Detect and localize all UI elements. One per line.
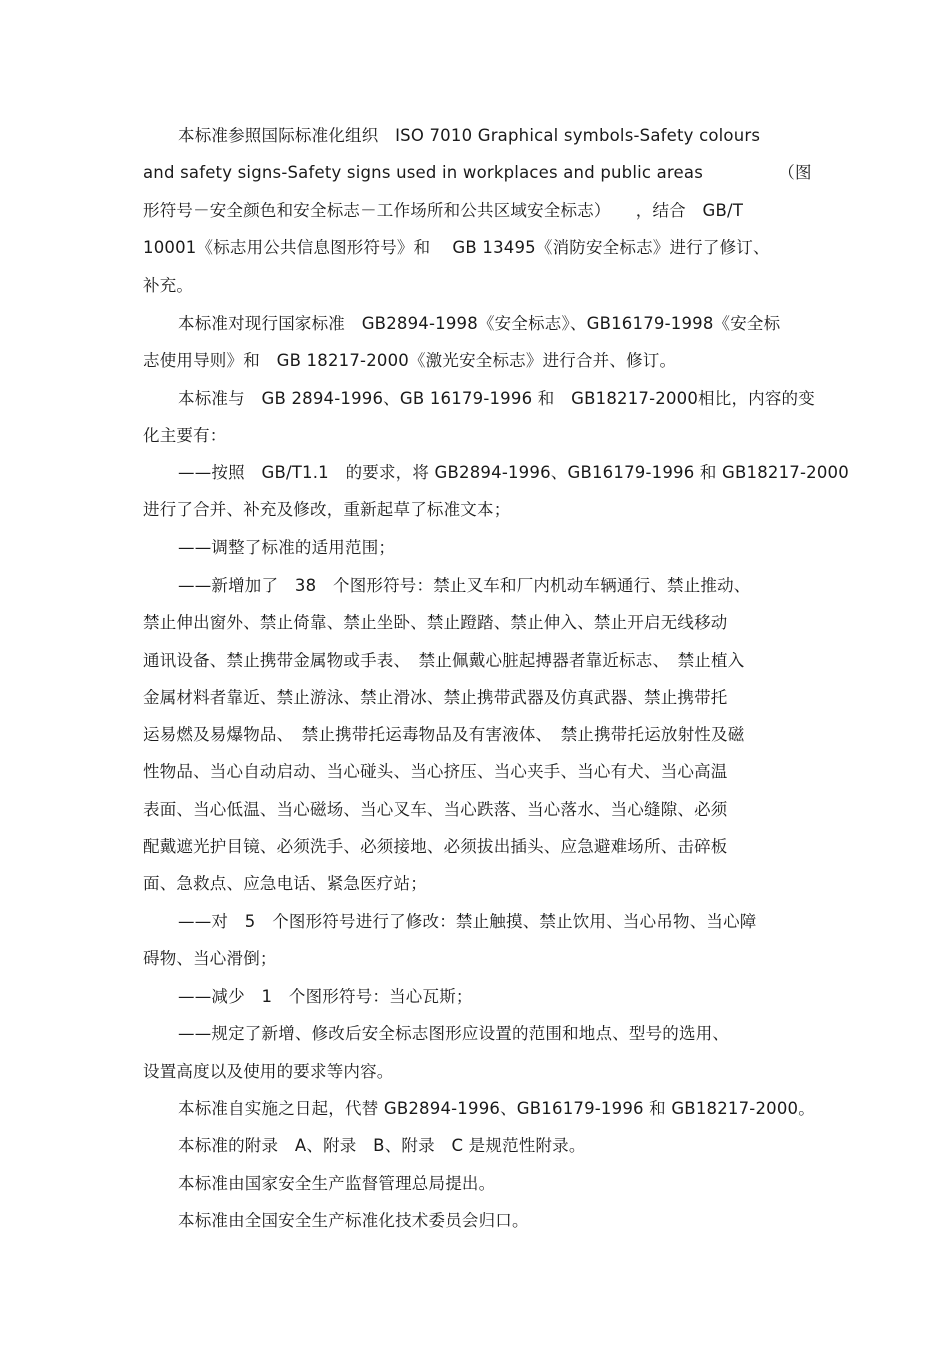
paragraph-line: 10001《标志用公共信息图形符号》和 GB 13495《消防安全标志》进行了修订、 — [143, 238, 770, 257]
paragraph-line: and safety signs-Safety signs used in workplaces and public areas （图 — [143, 163, 812, 182]
list-item-line: ——对 5 个图形符号进行了修改：禁止触摸、禁止饮用、当心吊物、当心障 — [178, 912, 757, 931]
paragraph-line: 本标准由全国安全生产标准化技术委员会归口。 — [178, 1211, 529, 1230]
list-item-line: 碍物、当心滑倒； — [143, 949, 277, 968]
paragraph-line: 志使用导则》和 GB 18217-2000《激光安全标志》进行合并、修订。 — [143, 351, 677, 370]
list-item-line: 设置高度以及使用的要求等内容。 — [143, 1062, 394, 1081]
list-item-line: ——规定了新增、修改后安全标志图形应设置的范围和地点、型号的选用、 — [178, 1024, 730, 1043]
paragraph-line: 形符号－安全颜色和安全标志－工作场所和公共区域安全标志） ，结合 GB/T — [143, 201, 744, 220]
paragraph-line: 化主要有： — [143, 426, 227, 445]
list-item-line: 禁止伸出窗外、禁止倚靠、禁止坐卧、禁止蹬踏、禁止伸入、禁止开启无线移动 — [143, 613, 728, 632]
paragraph-line: 本标准自实施之日起，代替 GB2894-1996、GB16179-1996 和 GB18217-2000。 — [178, 1099, 815, 1118]
list-item-line: ——调整了标准的适用范围； — [178, 538, 396, 557]
list-item-line: 金属材料者靠近、禁止游泳、禁止滑冰、禁止携带武器及仿真武器、禁止携带托 — [143, 688, 728, 707]
list-item-line: ——按照 GB/T1.1 的要求，将 GB2894-1996、GB16179-1996 和 GB18217-2000 — [178, 463, 849, 482]
list-item-line: 运易燃及易爆物品、 禁止携带托运毒物品及有害液体、 禁止携带托运放射性及磁 — [143, 725, 745, 744]
list-item-line: 进行了合并、补充及修改，重新起草了标准文本； — [143, 500, 511, 519]
paragraph-line: 本标准与 GB 2894-1996、GB 16179-1996 和 GB18217-2000相比，内容的变 — [178, 389, 815, 408]
list-item-line: 性物品、当心自动启动、当心碰头、当心挤压、当心夹手、当心有犬、当心高温 — [143, 762, 728, 781]
list-item-line: ——新增加了 38 个图形符号：禁止叉车和厂内机动车辆通行、禁止推动、 — [178, 576, 751, 595]
list-item-line: ——减少 1 个图形符号：当心瓦斯； — [178, 987, 473, 1006]
paragraph-line: 补充。 — [143, 276, 194, 295]
paragraph-line: 本标准对现行国家标准 GB2894-1998《安全标志》、GB16179-1998《安全标 — [178, 314, 781, 333]
list-item-line: 面、急救点、应急电话、紧急医疗站； — [143, 874, 427, 893]
list-item-line: 表面、当心低温、当心磁场、当心叉车、当心跌落、当心落水、当心缝隙、必须 — [143, 800, 728, 819]
list-item-line: 配戴遮光护目镜、必须洗手、必须接地、必须拔出插头、应急避难场所、击碎板 — [143, 837, 728, 856]
list-item-line: 通讯设备、禁止携带金属物或手表、 禁止佩戴心脏起搏器者靠近标志、 禁止植入 — [143, 651, 745, 670]
paragraph-line: 本标准的附录 A、附录 B、附录 C 是规范性附录。 — [178, 1136, 586, 1155]
paragraph-line: 本标准由国家安全生产监督管理总局提出。 — [178, 1174, 496, 1193]
paragraph-line: 本标准参照国际标准化组织 ISO 7010 Graphical symbols-Safety colours — [178, 126, 761, 145]
